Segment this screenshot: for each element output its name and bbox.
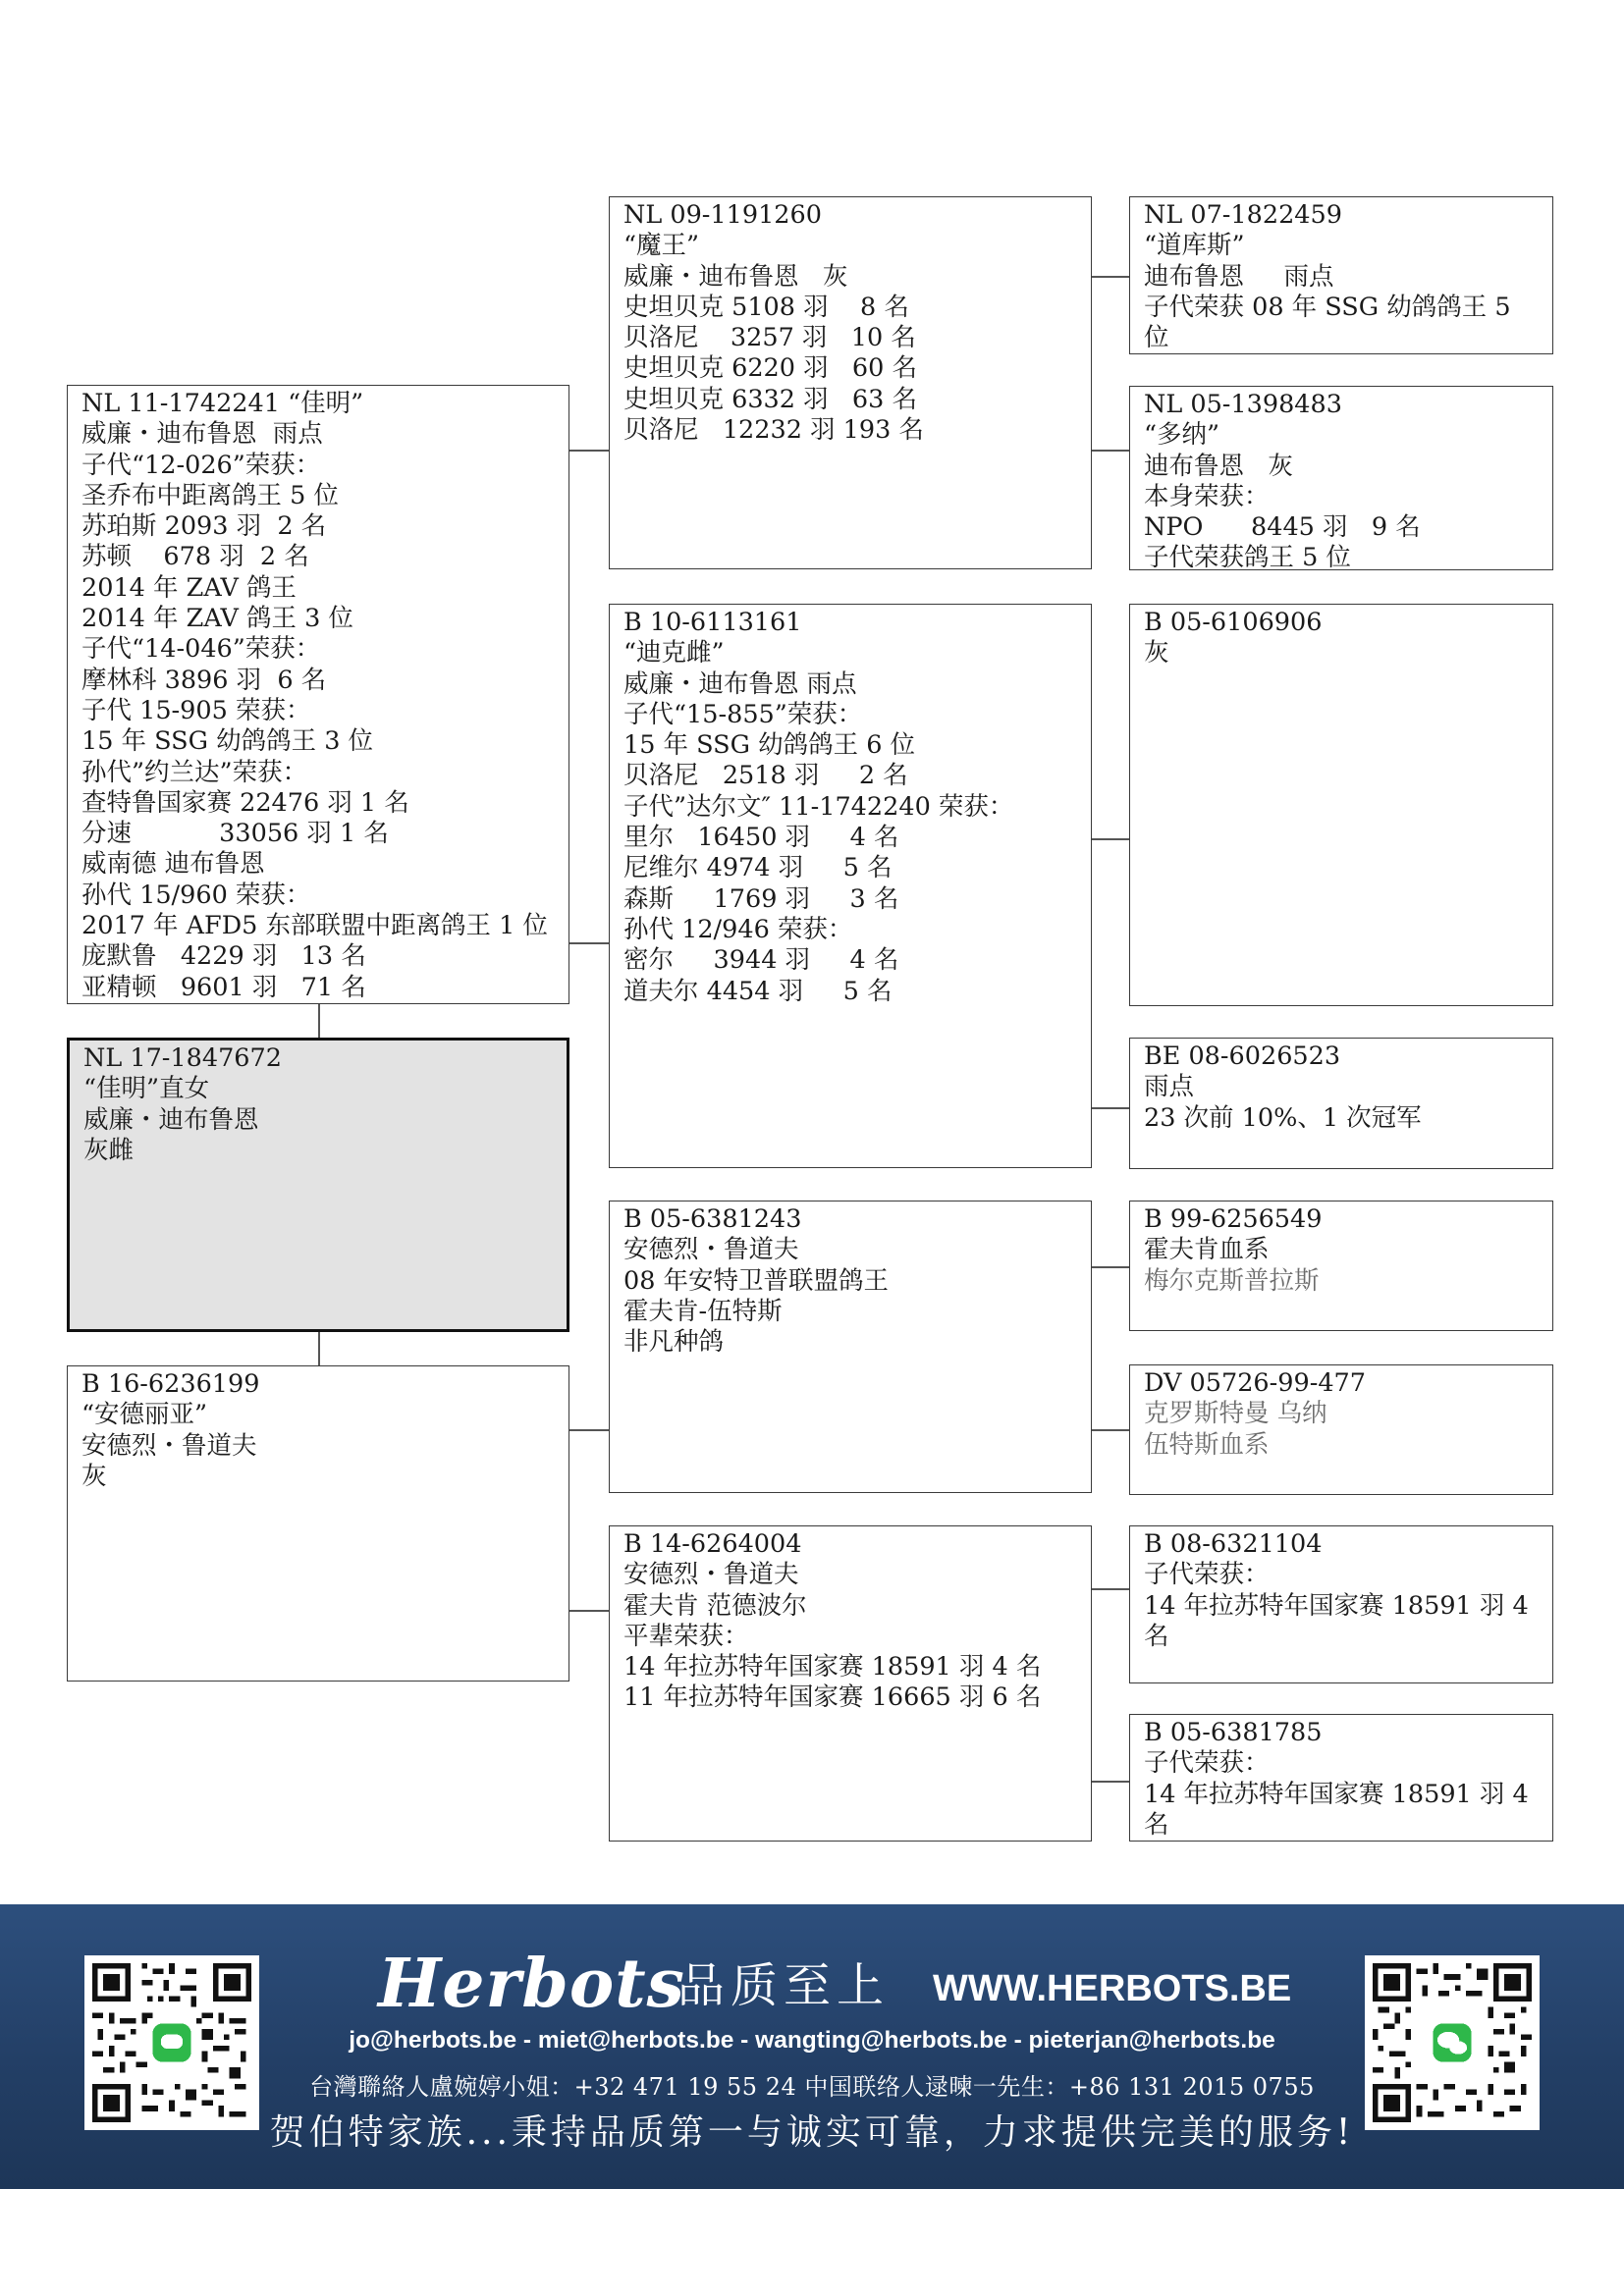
pedigree-line: BE 08-6026523 (1144, 1041, 1341, 1071)
connector (1092, 1429, 1129, 1431)
pedigree-line: DV 05726-99-477 (1144, 1368, 1366, 1398)
connector (1092, 1266, 1129, 1268)
pedigree-line: 平辈荣获： (623, 1621, 749, 1651)
box-text (1144, 608, 1541, 669)
pedigree-line: 孙代 12/946 荣获： (623, 914, 853, 944)
pedigree-line: 子代“12-026”荣获： (81, 450, 321, 480)
pedigree-line: 庞默鲁 4229 羽 13 名 (81, 941, 366, 972)
pedigree-sdd (1129, 1038, 1553, 1169)
pedigree-line: 孙代 15/960 荣获： (81, 880, 311, 910)
pedigree-line: 查特鲁国家赛 22476 羽 1 名 (81, 787, 409, 818)
connector (1092, 838, 1129, 840)
pedigree-line: 尼维尔 4974 羽 5 名 (623, 853, 893, 883)
pedigree-line: B 08-6321104 (1144, 1529, 1323, 1559)
pedigree-line: 灰 (1144, 638, 1169, 668)
pedigree-line: 密尔 3944 羽 4 名 (623, 945, 899, 976)
pedigree-line: 雨点 (1144, 1072, 1195, 1102)
pedigree-line: 霍夫肯-伍特斯 (623, 1296, 783, 1326)
box-text (1144, 1204, 1541, 1297)
pedigree-line: 子代 15-905 荣获： (81, 695, 311, 725)
box-text (1144, 1041, 1541, 1134)
pedigree-line: 威廉・迪布鲁恩 雨点 (623, 668, 857, 699)
pedigree-sire (67, 385, 569, 1004)
pedigree-line: 圣乔布中距离鸽王 5 位 (81, 480, 339, 510)
box-text (83, 1043, 555, 1166)
box-text (81, 1369, 557, 1492)
box-text (1144, 1718, 1541, 1841)
pedigree-line: 安德烈・鲁道夫 (623, 1560, 799, 1590)
pedigree-line: 子代”达尔文″ 11-1742240 荣获： (623, 791, 1014, 822)
footer-banner (0, 1904, 1624, 2189)
box-text (1144, 1368, 1541, 1461)
connector (318, 1004, 320, 1038)
pedigree-line: NL 09-1191260 (623, 200, 822, 230)
pedigree-line: 贝洛尼 12232 羽 193 名 (623, 415, 924, 446)
pedigree-line: NL 05-1398483 (1144, 390, 1342, 419)
pedigree-dsd (1129, 1364, 1553, 1495)
qr-code-image (1373, 1963, 1532, 2122)
pedigree-line: 史坦贝克 6220 羽 60 名 (623, 353, 917, 384)
pedigree-line: 史坦贝克 5108 羽 8 名 (623, 292, 909, 322)
pedigree-line: 非凡种鸽 (623, 1327, 725, 1358)
connector (569, 450, 609, 452)
pedigree-line: NL 11-1742241 “佳明” (81, 389, 364, 418)
pedigree-sds (1129, 604, 1553, 1006)
pedigree-line: 15 年 SSG 幼鸽鸽王 3 位 (81, 726, 374, 757)
pedigree-line: 14 年拉苏特年国家赛 18591 羽 4 名 (623, 1652, 1042, 1682)
pedigree-line: 摩林科 3896 羽 6 名 (81, 665, 327, 695)
pedigree-line: 分速 33056 羽 1 名 (81, 819, 389, 849)
pedigree-line: 安德烈・鲁道夫 (623, 1235, 799, 1265)
pedigree-line: “佳明”直女 (83, 1074, 210, 1104)
pedigree-line: “安德丽亚” (81, 1400, 208, 1430)
connector (569, 1429, 609, 1431)
motto: 贺伯特家族...秉持品质第一与诚实可靠，力求提供完美的服务! (269, 2112, 1355, 2153)
pedigree-line: “道库斯” (1144, 231, 1245, 261)
pedigree-line: 2017 年 AFD5 东部联盟中距离鸽王 1 位 (81, 911, 548, 941)
pedigree-line: 子代荣获： (1144, 1560, 1270, 1590)
pedigree-line: 苏顿 678 羽 2 名 (81, 542, 309, 572)
pedigree-line: 梅尔克斯普拉斯 (1144, 1265, 1320, 1296)
pedigree-line: 本身荣获： (1144, 481, 1270, 511)
pedigree-line: “多纳” (1144, 420, 1220, 451)
pedigree-line: B 05-6381785 (1144, 1718, 1323, 1747)
pedigree-line: “迪克雌” (623, 638, 725, 668)
pedigree-line: B 14-6264004 (623, 1529, 802, 1559)
connector (569, 942, 609, 944)
herbots-logo: Herbots (378, 1945, 685, 2023)
pedigree-line: 苏珀斯 2093 羽 2 名 (81, 511, 327, 542)
connector (318, 1332, 320, 1365)
pedigree-line: 子代“14-046”荣获： (81, 634, 321, 665)
pedigree-line: B 05-6381243 (623, 1204, 802, 1234)
pedigree-line: 2014 年 ZAV 鸽王 (81, 572, 297, 603)
pedigree-line: “魔王” (623, 231, 700, 261)
pedigree-dam (67, 1365, 569, 1682)
pedigree-line: 克罗斯特曼 乌纳 (1144, 1399, 1327, 1429)
pedigree-sire-dam (609, 604, 1092, 1168)
pedigree-line: 贝洛尼 2518 羽 2 名 (623, 761, 908, 791)
pedigree-line: 灰 (81, 1461, 107, 1491)
pedigree-line: 14 年拉苏特年国家赛 18591 羽 4 名 (1144, 1590, 1537, 1651)
pedigree-line: NL 07-1822459 (1144, 200, 1342, 230)
pedigree-line: 迪布鲁恩 雨点 (1144, 261, 1334, 292)
pedigree-line: 亚精顿 9601 羽 71 名 (81, 972, 366, 1002)
qr-code-wechat[interactable] (1365, 1955, 1540, 2130)
pedigree-line: B 99-6256549 (1144, 1204, 1323, 1234)
pedigree-line: 贝洛尼 3257 羽 10 名 (623, 323, 916, 353)
pedigree-line: 子代荣获 08 年 SSG 幼鸽鸽王 5 位 (1144, 292, 1519, 353)
pedigree-ddd (1129, 1714, 1553, 1842)
box-text (1144, 200, 1541, 353)
connector (1092, 1781, 1129, 1783)
connector (1092, 1588, 1129, 1590)
pedigree-line: 23 次前 10%、1 次冠军 (1144, 1102, 1422, 1133)
pedigree-dss (1129, 1201, 1553, 1331)
box-text (623, 1529, 1079, 1714)
pedigree-line: 安德烈・鲁道夫 (81, 1430, 257, 1461)
box-text (623, 200, 1079, 446)
brand-row (378, 1944, 1292, 2024)
website-link[interactable]: WWW.HERBOTS.BE (933, 1968, 1292, 2009)
pedigree-line: 威廉・迪布鲁恩 灰 (623, 261, 848, 292)
pedigree-line: NPO 8445 羽 9 名 (1144, 512, 1421, 543)
box-text (623, 1204, 1079, 1358)
pedigree-line: 11 年拉苏特年国家赛 16665 羽 6 名 (623, 1682, 1042, 1713)
pedigree-line: 威廉・迪布鲁恩 (83, 1104, 259, 1135)
pedigree-line: 霍夫肯血系 (1144, 1235, 1270, 1265)
pedigree-sss (1129, 196, 1553, 354)
pedigree-line: 孙代”约兰达”荣获： (81, 757, 308, 787)
box-text (81, 389, 557, 1003)
phone-contacts: 台灣聯絡人盧婉婷小姐：+32 471 19 55 24 中国联络人逯暕一先生：+86 131 2015 0755 (309, 2073, 1315, 2101)
pedigree-line: 15 年 SSG 幼鸽鸽王 6 位 (623, 730, 916, 761)
pedigree-line: 子代荣获鸽王 5 位 (1144, 543, 1351, 570)
pedigree-line: NL 17-1847672 (83, 1043, 282, 1073)
pedigree-line: 08 年安特卫普联盟鸽王 (623, 1265, 890, 1296)
pedigree-line: B 16-6236199 (81, 1369, 260, 1399)
email-contacts[interactable]: jo@herbots.be - miet@herbots.be - wangting@herbots.be - pieterjan@herbots.be (349, 2027, 1275, 2054)
pedigree-line: 史坦贝克 6332 羽 63 名 (623, 384, 917, 414)
pedigree-line: B 10-6113161 (623, 608, 802, 637)
pedigree-line: 迪布鲁恩 灰 (1144, 451, 1293, 481)
connector (1092, 450, 1129, 452)
box-text (1144, 390, 1541, 570)
pedigree-line: 2014 年 ZAV 鸽王 3 位 (81, 604, 353, 634)
connector (569, 1610, 609, 1612)
pedigree-sire-sire (609, 196, 1092, 569)
pedigree-line: 道夫尔 4454 羽 5 名 (623, 976, 893, 1006)
pedigree-dam-dam (609, 1525, 1092, 1842)
box-text (623, 608, 1079, 1007)
pedigree-line: 子代“15-855”荣获： (623, 699, 863, 729)
pedigree-dds (1129, 1525, 1553, 1683)
pedigree-line: 子代荣获： (1144, 1748, 1270, 1779)
pedigree-line: 威廉・迪布鲁恩 雨点 (81, 419, 323, 450)
pedigree-line: 威南德 迪布鲁恩 (81, 849, 265, 880)
pedigree-line: 14 年拉苏特年国家赛 18591 羽 4 名 (1144, 1779, 1537, 1840)
pedigree-dam-sire (609, 1201, 1092, 1493)
pedigree-ssd (1129, 386, 1553, 570)
pedigree-line: 伍特斯血系 (1144, 1429, 1270, 1460)
connector (1092, 276, 1129, 278)
slogan: 品质至上 (677, 1958, 891, 2013)
pedigree-line: B 05-6106906 (1144, 608, 1323, 637)
pedigree-line: 灰雌 (83, 1135, 135, 1165)
box-text (1144, 1529, 1541, 1652)
connector (1092, 1107, 1129, 1109)
pedigree-line: 里尔 16450 羽 4 名 (623, 823, 899, 853)
pedigree-line: 森斯 1769 羽 3 名 (623, 883, 899, 914)
pedigree-line: 霍夫肯 范德波尔 (623, 1590, 807, 1621)
pedigree-subject (67, 1038, 569, 1332)
